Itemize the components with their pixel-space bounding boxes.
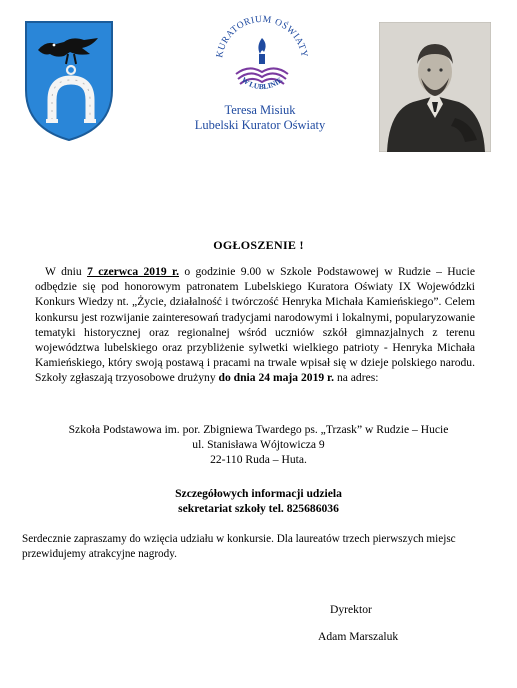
contact-line: sekretariat szkoły tel. 825686036 (178, 502, 339, 516)
svg-text:KURATORIUM OŚWIATY: KURATORIUM OŚWIATY (215, 14, 309, 59)
body-text: o godzinie 9.00 w Szkole Podstawowej w Rudzie – Hucie odbędzie się pod honorowym patronatem Lubelskiego Kuratora Oświaty IX Wojewódzki Konkurs Wiedzy nt. „Życie, działalność i twórczość Henryka Michała Kamieńskiego”. Celem konkursu jest rozwijanie zainteresowań tradycjami narodowymi i lokalnymi, popularyzowanie tematyki historycznej oraz regionalnej wśród uczniów szkół gimnazjalnych z terenu województwa lubelskiego oraz przybliżenie sylwetki wielkiego patrioty - Henryka Michała Kamieńskiego, który swoją postawą i pracami na trwale wpisał się w dzieje polskiego narodu. Szkoły zgłaszają trzyosobowe drużyny (35, 265, 475, 385)
school-address (0, 422, 517, 468)
registration-deadline: do dnia 24 maja 2019 r. (218, 371, 335, 385)
body-text: na adres: (334, 371, 379, 385)
coat-of-arms-icon (24, 20, 114, 142)
kurator-block (160, 103, 360, 133)
contact-line: Szczegółowych informacji udziela (175, 487, 342, 500)
portrait-photo (379, 22, 491, 152)
body-text: W dniu (45, 265, 88, 278)
signature-role: Dyrektor (330, 603, 372, 616)
svg-text:W LUBLINIE: W LUBLINIE (239, 75, 285, 92)
kurator-name: Teresa Misiuk (224, 103, 296, 117)
announcement-body (35, 264, 475, 386)
address-line: ul. Stanisława Wójtowicza 9 (192, 438, 325, 452)
invitation-text: Serdecznie zapraszamy do wzięcia udziału w konkursie. Dla laureatów trzech pierwszych miejsc przewidujemy atrakcyjne nagrody. (22, 533, 456, 560)
letterhead (0, 0, 517, 175)
address-line: Szkoła Podstawowa im. por. Zbigniewa Twardego ps. „Trzask” w Rudzie – Hucie (68, 423, 449, 436)
address-line: 22-110 Ruda – Huta. (210, 453, 307, 467)
kuratorium-logo-icon (206, 12, 318, 104)
announcement-title: OGŁOSZENIE ! (213, 238, 304, 252)
contact-info (0, 486, 517, 516)
event-date: 7 czerwca 2019 r. (87, 265, 179, 278)
kurator-title: Lubelski Kurator Oświaty (194, 118, 326, 132)
signature-name: Adam Marszaluk (318, 630, 399, 643)
